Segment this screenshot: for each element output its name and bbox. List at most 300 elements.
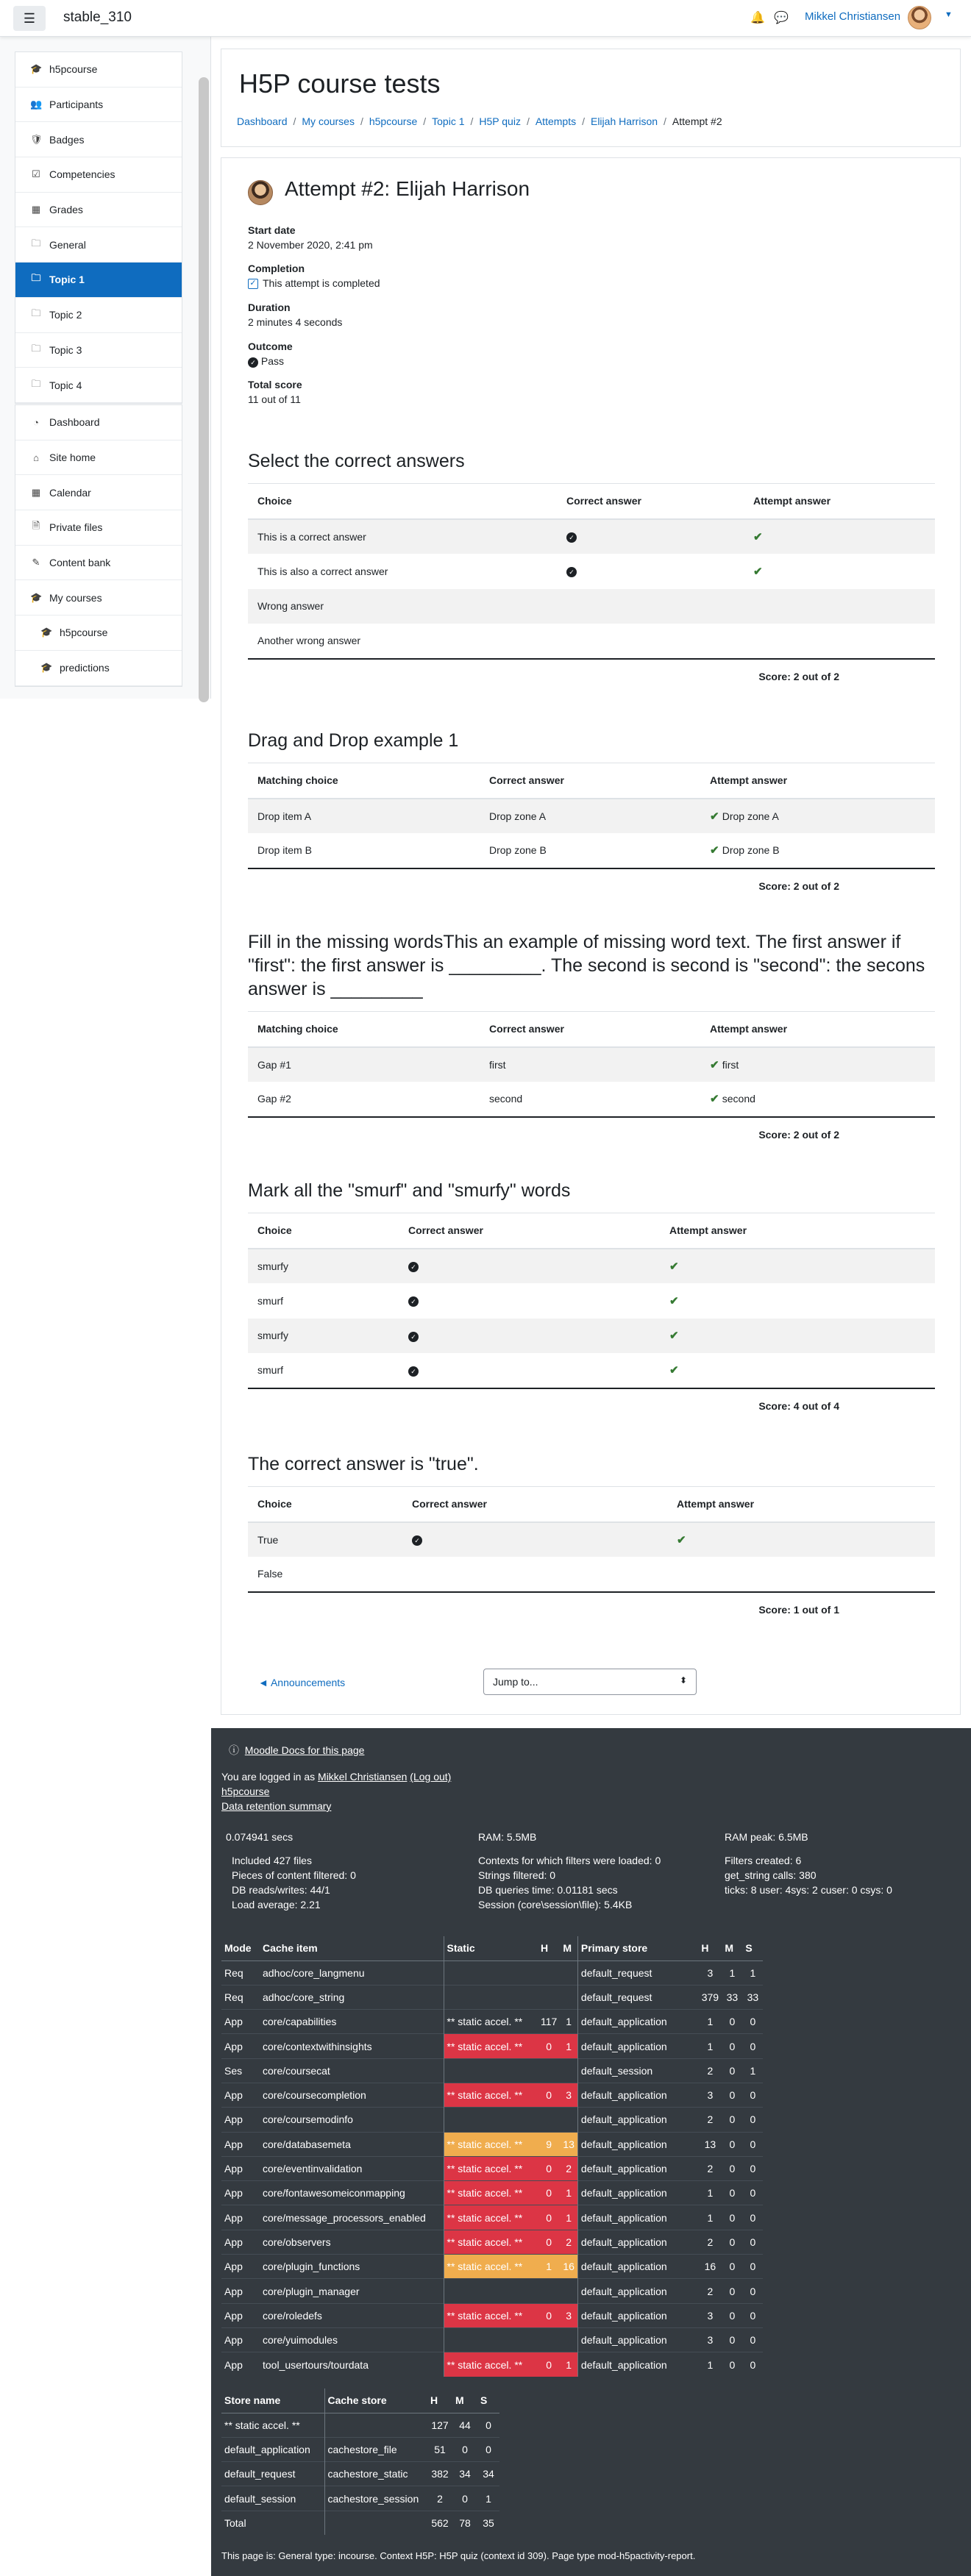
score-text: Score: 2 out of 2	[248, 659, 935, 694]
nav-icon: ✎	[32, 557, 40, 568]
table-cell: 0	[742, 2034, 763, 2058]
avatar[interactable]	[248, 180, 273, 205]
correct-answer-cell	[402, 1522, 667, 1558]
table-cell: ** static accel. **	[444, 2132, 538, 2156]
table-row	[221, 2352, 763, 2377]
perf-stat: Strings filtered: 0	[478, 1869, 556, 1881]
table-cell: core/coursecat	[260, 2058, 444, 2083]
attempt-answer-cell	[744, 589, 935, 624]
jump-to-select[interactable]	[483, 1669, 697, 1695]
table-row	[221, 2303, 763, 2327]
table-cell: 0	[742, 2255, 763, 2279]
page-info: This page is: General type: incourse. Context H5P: H5P quiz (context id 309). Page type mod-h5pactivity-report.	[221, 2550, 696, 2561]
start-date-label: Start date	[248, 224, 296, 236]
question-title: Drag and Drop example 1	[248, 730, 459, 751]
logout-link[interactable]: (Log out)	[410, 1771, 452, 1783]
table-header-row	[248, 1213, 935, 1249]
nav-item-label: predictions	[60, 662, 110, 674]
table-cell: App	[221, 2083, 260, 2107]
table-cell: ** static accel. **	[444, 2156, 538, 2180]
table-cell: 117	[538, 2010, 560, 2034]
column-header: Cache item	[260, 1936, 444, 1960]
table-cell: default_application	[577, 2083, 698, 2107]
table-cell: 1	[698, 2205, 722, 2230]
page-footer	[211, 1728, 971, 2576]
outcome-label: Outcome	[248, 340, 293, 352]
table-cell: 13	[698, 2132, 722, 2156]
score-text: Score: 2 out of 2	[248, 868, 935, 904]
table-cell: 2	[560, 2230, 577, 2254]
nav-item-topic-1[interactable]	[15, 263, 182, 298]
table-cell: 0	[742, 2230, 763, 2254]
table-cell: 2	[698, 2279, 722, 2303]
nav-icon: 🗎	[32, 520, 40, 532]
correct-answer-cell	[557, 624, 744, 659]
table-cell: 0	[722, 2205, 742, 2230]
table-cell: default_application	[577, 2230, 698, 2254]
table-cell: 0	[722, 2156, 742, 2180]
table-cell: 2	[698, 2058, 722, 2083]
duration-value: 2 minutes 4 seconds	[248, 316, 343, 328]
table-cell	[560, 2108, 577, 2132]
breadcrumb-separator: /	[423, 115, 427, 127]
checkbox-checked-icon: ✓	[248, 279, 258, 289]
table-cell: adhoc/core_string	[260, 1985, 444, 2009]
column-header: H	[698, 1936, 722, 1960]
nav-item-dashboard[interactable]	[15, 405, 182, 440]
column-header: Correct answer	[557, 484, 744, 519]
check-circle-icon: ✓	[566, 567, 577, 577]
table-cell: 0	[722, 2303, 742, 2327]
nav-item-competencies[interactable]	[15, 157, 182, 193]
table-cell: App	[221, 2034, 260, 2058]
attempt-answer-cell	[700, 1047, 935, 1082]
column-header: S	[477, 2388, 499, 2413]
menu-toggle-button[interactable]	[13, 6, 46, 31]
table-cell: App	[221, 2303, 260, 2327]
table-cell: 1	[698, 2181, 722, 2205]
table-cell: 9	[538, 2132, 560, 2156]
table-row	[221, 2413, 499, 2437]
choice-cell: This is a correct answer	[248, 519, 557, 554]
table-cell: 51	[427, 2437, 452, 2461]
table-cell: 0	[538, 2352, 560, 2377]
perf-stat: DB reads/writes: 44/1	[232, 1884, 330, 1896]
correct-answer-cell: Drop zone A	[480, 799, 700, 834]
table-cell: core/eventinvalidation	[260, 2156, 444, 2180]
breadcrumb-separator: /	[293, 115, 296, 127]
avatar[interactable]	[908, 6, 931, 29]
table-cell: App	[221, 2230, 260, 2254]
table-cell: 35	[477, 2511, 499, 2535]
table-cell: 1	[560, 2205, 577, 2230]
table-cell: ** static accel. **	[444, 2083, 538, 2107]
table-row	[221, 2255, 763, 2279]
nav-icon: 🗀	[31, 377, 41, 389]
table-cell: 2	[698, 2230, 722, 2254]
column-header: Attempt answer	[667, 1487, 935, 1522]
table-cell: default_session	[221, 2486, 324, 2511]
table-cell	[560, 1985, 577, 2009]
attempt-answer-cell	[660, 1353, 935, 1388]
table-cell: 0	[722, 2327, 742, 2352]
table-cell: 0	[538, 2083, 560, 2107]
table-cell	[538, 1960, 560, 1985]
table-row	[221, 2108, 763, 2132]
column-header: M	[560, 1936, 577, 1960]
table-cell	[538, 2058, 560, 2083]
table-cell: default_application	[577, 2034, 698, 2058]
nav-icon: ▦	[31, 486, 41, 498]
chat-icon[interactable]: 💬	[774, 12, 789, 24]
column-header: Store name	[221, 2388, 324, 2413]
table-cell: ** static accel. **	[221, 2413, 324, 2437]
correct-answer-cell	[557, 589, 744, 624]
check-icon: ✔	[669, 1364, 679, 1377]
check-icon: ✔	[677, 1533, 686, 1546]
question-result-table	[248, 1486, 935, 1627]
correct-answer-cell	[399, 1319, 660, 1354]
table-cell: cachestore_static	[324, 2462, 427, 2486]
table-row	[221, 1960, 763, 1985]
table-row	[248, 1557, 935, 1592]
table-cell: 0	[538, 2303, 560, 2327]
correct-answer-cell	[402, 1557, 667, 1592]
table-row	[248, 554, 935, 589]
nav-item-label: Topic 4	[49, 379, 82, 391]
breadcrumb-separator: /	[582, 115, 585, 127]
table-header-row	[221, 1936, 763, 1960]
site-name[interactable]: stable_310	[63, 10, 132, 25]
table-cell: 0	[742, 2205, 763, 2230]
nav-icon: ☑	[32, 168, 40, 180]
breadcrumb-item[interactable]: Dashboard	[237, 115, 288, 127]
nav-icon: 🎓	[40, 662, 53, 674]
outcome-text: Pass	[260, 355, 285, 367]
table-cell: core/yuimodules	[260, 2327, 444, 2352]
check-icon: ✔	[710, 844, 722, 857]
nav-drawer	[0, 37, 211, 699]
question-result-table	[248, 1213, 935, 1424]
nav-item-my-h5pcourse[interactable]	[15, 616, 182, 651]
logged-in-text: You are logged in as	[221, 1771, 319, 1783]
table-cell	[538, 2279, 560, 2303]
check-circle-icon: ✓	[408, 1332, 419, 1342]
choice-cell: smurfy	[248, 1249, 399, 1284]
check-icon: ✔	[710, 1058, 722, 1071]
nav-item-participants[interactable]	[15, 88, 182, 123]
table-cell: Total	[221, 2511, 324, 2535]
table-cell: 562	[427, 2511, 452, 2535]
table-header-row	[248, 484, 935, 519]
table-row	[248, 1522, 935, 1558]
perf-stat: Load average: 2.21	[232, 1899, 321, 1910]
breadcrumb-separator: /	[360, 115, 363, 127]
attempt-answer-cell	[700, 1082, 935, 1117]
table-row	[221, 2327, 763, 2352]
nav-item-label: My courses	[49, 591, 102, 604]
correct-answer-cell: second	[489, 1093, 523, 1105]
attempt-answer-cell	[660, 1283, 935, 1319]
table-cell: 0	[742, 2352, 763, 2377]
nav-item-content-bank[interactable]	[15, 546, 182, 581]
table-row	[248, 833, 935, 868]
table-header-row	[248, 1012, 935, 1047]
total-score-value: 11 out of 11	[248, 393, 301, 405]
perf-stat: Session (core\session\file): 5.4KB	[478, 1899, 633, 1910]
nav-item-calendar[interactable]	[15, 475, 182, 510]
logged-user-link[interactable]: Mikkel Christiansen	[318, 1771, 408, 1783]
table-cell: core/message_processors_enabled	[260, 2205, 444, 2230]
nav-item-label: General	[49, 238, 86, 251]
breadcrumb-item[interactable]: My courses	[302, 115, 355, 127]
table-cell: core/plugin_manager	[260, 2279, 444, 2303]
hamburger-icon: ☰	[23, 10, 36, 26]
table-cell: 3	[698, 2083, 722, 2107]
nav-item-topic-3[interactable]	[15, 333, 182, 368]
check-circle-icon: ✓	[566, 532, 577, 543]
table-cell: 44	[452, 2413, 477, 2437]
table-row	[248, 1353, 935, 1388]
nav-item-label: Participants	[49, 99, 104, 111]
check-circle-icon: ✓	[412, 1535, 422, 1546]
table-cell	[560, 2279, 577, 2303]
check-icon: ✔	[710, 1093, 722, 1106]
table-cell: App	[221, 2255, 260, 2279]
table-row	[248, 1082, 935, 1117]
table-cell: App	[221, 2352, 260, 2377]
table-cell: 34	[477, 2462, 499, 2486]
table-cell: App	[221, 2181, 260, 2205]
table-cell: App	[221, 2108, 260, 2132]
perf-stat: RAM peak: 6.5MB	[725, 1831, 808, 1843]
column-header: M	[452, 2388, 477, 2413]
nav-item-label: Calendar	[49, 486, 91, 499]
table-cell: 0	[742, 2279, 763, 2303]
nav-item-label: Site home	[49, 452, 96, 464]
table-cell: 0	[452, 2486, 477, 2511]
choice-cell: False	[257, 1568, 283, 1580]
nav-item-label: Competencies	[49, 168, 115, 181]
table-row	[248, 519, 935, 554]
score-row	[248, 1388, 935, 1424]
table-cell: 0	[722, 2083, 742, 2107]
table-row	[221, 1985, 763, 2009]
drawer-scrollbar[interactable]	[199, 77, 209, 702]
table-cell: 1	[742, 1960, 763, 1985]
completion-label: Completion	[248, 263, 305, 274]
nav-item-general[interactable]	[15, 227, 182, 263]
data-retention-link[interactable]: Data retention summary	[221, 1800, 332, 1812]
table-cell: ** static accel. **	[444, 2255, 538, 2279]
logged-in-row	[221, 1771, 451, 1783]
question-title: Mark all the "smurf" and "smurfy" words	[248, 1180, 571, 1201]
breadcrumb-separator: /	[470, 115, 474, 127]
table-cell: ** static accel. **	[444, 2205, 538, 2230]
table-cell: 0	[742, 2327, 763, 2352]
attempt-title: Attempt #2: Elijah Harrison	[285, 177, 530, 200]
question-result-table	[248, 1011, 935, 1152]
table-cell: core/contextwithinsights	[260, 2034, 444, 2058]
table-cell: 0	[477, 2437, 499, 2461]
table-cell: 0	[477, 2413, 499, 2437]
caret-down-icon[interactable]: ▼	[945, 10, 953, 19]
perf-stat: ticks: 8 user: 4sys: 2 cuser: 0 csys: 0	[725, 1884, 892, 1896]
table-cell: ** static accel. **	[444, 2181, 538, 2205]
table-row	[221, 2034, 763, 2058]
column-header: H	[538, 1936, 560, 1960]
bell-icon[interactable]: 🔔	[750, 12, 765, 24]
table-cell: App	[221, 2132, 260, 2156]
table-cell: core/fontawesomeiconmapping	[260, 2181, 444, 2205]
table-cell: cachestore_file	[324, 2437, 427, 2461]
perf-stat: Contexts for which filters were loaded: 0	[478, 1855, 661, 1866]
nav-icon: 👥	[30, 99, 43, 110]
breadcrumb-item[interactable]: Topic 1	[432, 115, 465, 127]
column-header: Matching choice	[248, 1012, 480, 1047]
table-cell: 3	[560, 2083, 577, 2107]
correct-answer-cell: first	[480, 1047, 700, 1082]
perf-stat: DB queries time: 0.01181 secs	[478, 1884, 618, 1896]
choice-cell: This is also a correct answer	[257, 565, 388, 577]
duration-label: Duration	[248, 302, 291, 313]
table-cell: 2	[698, 2108, 722, 2132]
nav-item-badges[interactable]	[15, 122, 182, 157]
table-cell: 13	[560, 2132, 577, 2156]
table-cell: core/databasemeta	[260, 2132, 444, 2156]
table-cell: 78	[452, 2511, 477, 2535]
nav-item-grades[interactable]	[15, 193, 182, 228]
table-cell: App	[221, 2205, 260, 2230]
table-row	[221, 2437, 499, 2461]
table-cell: default_application	[577, 2181, 698, 2205]
attempt-answer-cell	[744, 624, 935, 659]
table-cell: 3	[560, 2303, 577, 2327]
previous-activity-link[interactable]: ◄ Announcements	[258, 1677, 346, 1688]
table-cell: 0	[722, 2279, 742, 2303]
table-cell: ** static accel. **	[444, 2034, 538, 2058]
table-cell	[444, 2108, 538, 2132]
check-circle-icon: ✓	[408, 1262, 419, 1272]
table-row	[248, 1047, 935, 1082]
column-header: Correct answer	[480, 763, 700, 799]
table-cell: 1	[742, 2058, 763, 2083]
table-row	[221, 2279, 763, 2303]
nav-item-topic-4[interactable]	[15, 368, 182, 403]
nav-item-private-files[interactable]	[15, 510, 182, 546]
table-cell: 33	[742, 1985, 763, 2009]
table-cell: 1	[477, 2486, 499, 2511]
breadcrumb-item[interactable]: Elijah Harrison	[590, 115, 658, 127]
table-cell: 0	[742, 2181, 763, 2205]
score-text: Score: 2 out of 2	[248, 1117, 935, 1152]
table-cell	[560, 2327, 577, 2352]
breadcrumb-item[interactable]: h5pcourse	[369, 115, 418, 127]
table-row	[221, 2181, 763, 2205]
perf-stat: get_string calls: 380	[725, 1869, 817, 1881]
nav-item-h5pcourse[interactable]	[15, 52, 182, 88]
table-cell	[538, 1985, 560, 2009]
table-cell	[444, 2279, 538, 2303]
nav-item-topic-2[interactable]	[15, 298, 182, 333]
table-cell: App	[221, 2010, 260, 2034]
table-cell: 1	[538, 2255, 560, 2279]
column-header: Attempt answer	[700, 763, 935, 799]
column-header: Correct answer	[399, 1213, 660, 1249]
nav-icon: 🎓	[30, 591, 43, 603]
breadcrumb-item[interactable]: Attempts	[535, 115, 577, 127]
table-row	[248, 624, 935, 659]
cache-usage-table	[221, 1936, 763, 2377]
table-cell: default_application	[577, 2205, 698, 2230]
check-icon: ✔	[669, 1260, 679, 1273]
nav-item-label: Private files	[49, 521, 103, 534]
moodle-docs-link[interactable]: Moodle Docs for this page	[244, 1744, 365, 1756]
table-cell: 1	[560, 2181, 577, 2205]
nav-icon: ▦	[31, 204, 41, 215]
table-row	[248, 1249, 935, 1284]
nav-item-predictions[interactable]	[15, 651, 182, 686]
table-cell: 0	[538, 2205, 560, 2230]
perf-stat: Filters created: 6	[725, 1855, 802, 1866]
table-cell: 0	[722, 2132, 742, 2156]
question-title: Fill in the missing wordsThis an example of missing word text. The first answer if "first": the first answer is _________. The second is second is "second": the secons answer is _________	[248, 932, 925, 999]
column-header: M	[722, 1936, 742, 1960]
table-cell: 0	[538, 2034, 560, 2058]
nav-item-label: h5pcourse	[49, 63, 98, 76]
perf-stat: RAM: 5.5MB	[478, 1831, 537, 1843]
table-cell	[560, 1960, 577, 1985]
nav-icon: 🎓	[40, 627, 53, 638]
table-cell	[324, 2413, 427, 2437]
table-row	[221, 2132, 763, 2156]
table-row	[221, 2156, 763, 2180]
table-row	[221, 2230, 763, 2254]
table-cell	[560, 2058, 577, 2083]
table-cell: default_application	[577, 2352, 698, 2377]
breadcrumb-item[interactable]: H5P quiz	[479, 115, 521, 127]
table-cell: core/roledefs	[260, 2303, 444, 2327]
check-circle-icon: ✓	[408, 1296, 419, 1307]
footer-course-link[interactable]: h5pcourse	[221, 1785, 270, 1797]
table-cell: 0	[742, 2156, 763, 2180]
site-nav-list	[15, 404, 182, 687]
choice-cell: Gap #1	[248, 1047, 480, 1082]
table-cell: default_application	[577, 2156, 698, 2180]
table-cell: 0	[722, 2352, 742, 2377]
nav-item-label: Grades	[49, 204, 83, 216]
table-cell	[444, 1960, 538, 1985]
correct-answer-cell: Drop zone B	[489, 844, 547, 857]
choice-cell: Another wrong answer	[257, 635, 361, 647]
breadcrumb-separator: /	[664, 115, 666, 127]
nav-item-my-courses[interactable]	[15, 580, 182, 616]
completion-text: This attempt is completed	[263, 277, 380, 289]
table-cell: core/observers	[260, 2230, 444, 2254]
table-cell: 0	[722, 2230, 742, 2254]
column-header: H	[427, 2388, 452, 2413]
nav-item-label: Badges	[49, 133, 85, 146]
choice-cell: smurfy	[248, 1319, 399, 1354]
check-icon: ✔	[669, 1330, 679, 1343]
attempt-answer-text: Drop zone B	[722, 844, 780, 857]
table-cell	[538, 2327, 560, 2352]
choice-cell: Gap #2	[257, 1093, 291, 1105]
correct-answer-cell	[557, 554, 744, 589]
nav-item-site-home[interactable]	[15, 440, 182, 476]
user-menu-name[interactable]: Mikkel Christiansen	[805, 10, 901, 23]
total-score-label: Total score	[248, 379, 302, 390]
